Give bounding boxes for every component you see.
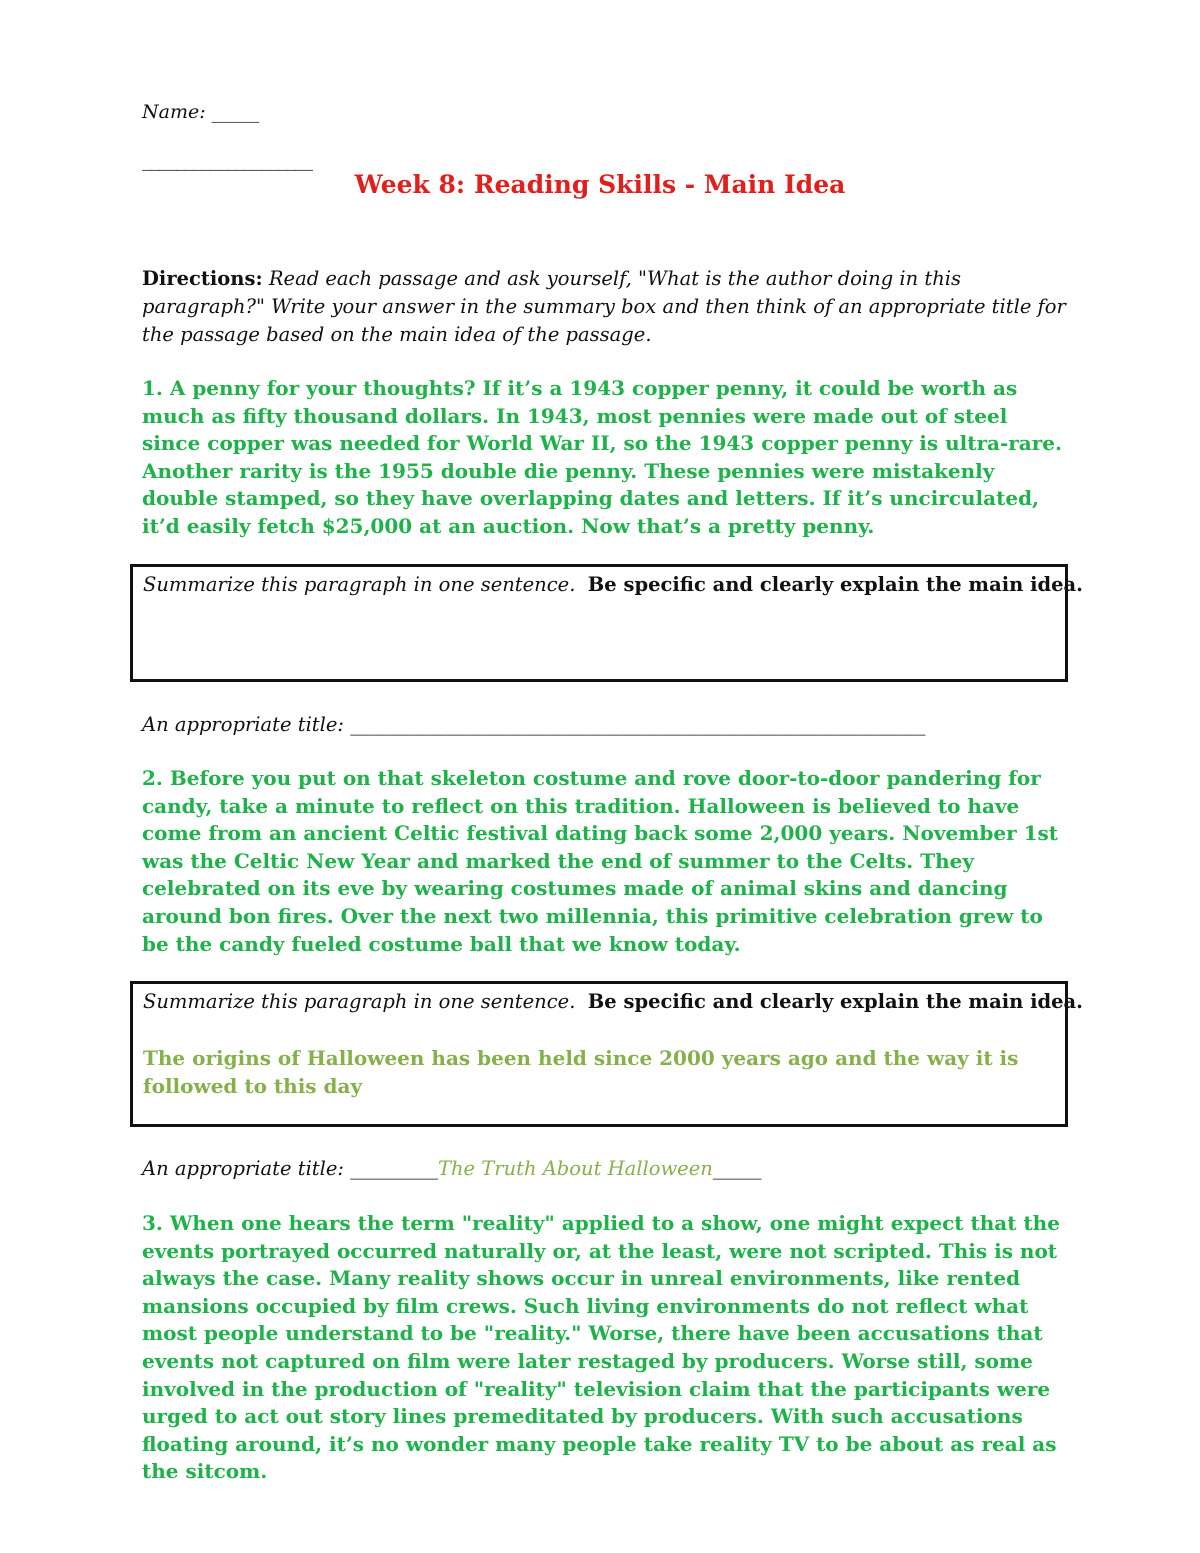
summary-prompt-italic-1: Summarize this paragraph in one sentence. xyxy=(143,573,576,596)
title-label-1: An appropriate title: xyxy=(142,713,351,736)
summary-answer-2[interactable]: The origins of Halloween has been held since 2000 years ago and the way it is followed to this day xyxy=(143,1046,1019,1098)
passage-2: 2. Before you put on that skeleton costume and rove door-to-door pandering for candy, take a minute to reflect on this tradition. Halloween is believed to have come from an ancient Celtic festival dating back some 2,000 years. November 1st was the Celtic New Year and marked the end of summer to the Celts. They celebrated on its eve by wearing costumes made of animal skins and dancing around bon fires. Over the next two millennia, this primitive celebration grew to be the candy fueled costume ball that we know today. xyxy=(142,766,1058,956)
summary-box-1[interactable] xyxy=(130,564,1083,682)
summary-prompt-italic-2: Summarize this paragraph in one sentence. xyxy=(143,990,576,1013)
directions xyxy=(142,265,1072,349)
title-line-1 xyxy=(142,711,925,739)
directions-label: Directions: xyxy=(142,267,263,290)
summary-prompt-2 xyxy=(143,988,1083,1016)
passage-3: 3. When one hears the term "reality" applied to a show, one might expect that the events portrayed occurred naturally or, at the least, were not scripted. This is not always the case. Many reality shows occur in unreal environments, like rented mansions occupied by film crews. Such living environments do not reflect what most people understand to be "reality." Worse, there have been accusations that events not captured on film were later restaged by producers. Worse still, some involved in the production of "reality" television claim that the participants were urged to act out story lines premeditated by producers. With such accusations floating around, it’s no wonder many people take reality TV to be about as real as the sitcom. xyxy=(142,1211,1060,1484)
title-answer-2[interactable]: The Truth About Halloween xyxy=(437,1157,713,1180)
summary-prompt-bold-1: Be specific and clearly explain the main idea. xyxy=(587,573,1083,596)
summary-prompt-bold-2: Be specific and clearly explain the main idea. xyxy=(587,990,1083,1013)
page-title: Week 8: Reading Skills - Main Idea xyxy=(354,170,846,199)
title-blank-after-2: _____ xyxy=(712,1157,762,1180)
title-label-2: An appropriate title: xyxy=(142,1157,351,1180)
title-line-2 xyxy=(142,1155,762,1183)
directions-text: Read each passage and ask yourself, "What is the author doing in this paragraph?" Write your answer in the summary box and then think of an appropriate title for the passage based on the main idea of the passage. xyxy=(142,267,1066,346)
name-underline: ____________________ xyxy=(142,149,312,171)
name-field-label: Name: _____ xyxy=(142,101,260,123)
title-blank-1[interactable]: ___________________________________________________________ xyxy=(350,713,926,736)
passage-1: 1. A penny for your thoughts? If it’s a 1943 copper penny, it could be worth as much as fifty thousand dollars. In 1943, most pennies were made out of steel since copper was needed for World War II, so the 1943 copper penny is ultra-rare. Another rarity is the 1955 double die penny. These pennies were mistakenly double stamped, so they have overlapping dates and letters. If it’s uncirculated, it’d easily fetch $25,000 at an auction. Now that’s a pretty penny. xyxy=(142,376,1062,538)
summary-box-2[interactable] xyxy=(130,981,1083,1127)
title-blank-2: _________ xyxy=(350,1157,438,1180)
summary-prompt-1 xyxy=(143,571,1083,599)
